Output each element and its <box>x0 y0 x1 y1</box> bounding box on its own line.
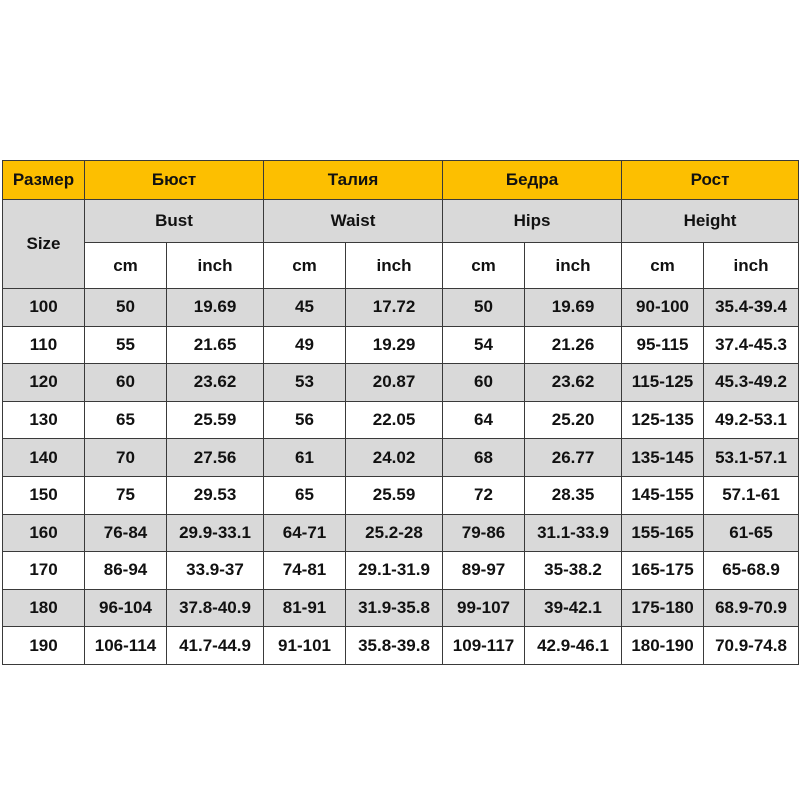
cell-height-inch: 70.9-74.8 <box>704 627 799 665</box>
cell-size: 120 <box>3 364 85 402</box>
unit-waist-cm: cm <box>264 243 346 289</box>
cell-waist-cm: 49 <box>264 326 346 364</box>
cell-hips-inch: 26.77 <box>525 439 622 477</box>
cell-height-cm: 95-115 <box>622 326 704 364</box>
cell-waist-inch: 31.9-35.8 <box>346 589 443 627</box>
cell-bust-cm: 96-104 <box>85 589 167 627</box>
cell-bust-cm: 60 <box>85 364 167 402</box>
cell-waist-cm: 45 <box>264 289 346 327</box>
cell-hips-inch: 25.20 <box>525 401 622 439</box>
header-waist-en: Waist <box>264 200 443 243</box>
cell-hips-cm: 60 <box>443 364 525 402</box>
cell-bust-inch: 29.9-33.1 <box>167 514 264 552</box>
cell-bust-inch: 27.56 <box>167 439 264 477</box>
cell-height-inch: 68.9-70.9 <box>704 589 799 627</box>
cell-hips-inch: 35-38.2 <box>525 552 622 590</box>
cell-waist-cm: 64-71 <box>264 514 346 552</box>
cell-waist-cm: 91-101 <box>264 627 346 665</box>
cell-height-cm: 90-100 <box>622 289 704 327</box>
cell-height-inch: 35.4-39.4 <box>704 289 799 327</box>
cell-hips-inch: 31.1-33.9 <box>525 514 622 552</box>
cell-size: 170 <box>3 552 85 590</box>
header-row-english <box>3 200 799 243</box>
cell-bust-cm: 70 <box>85 439 167 477</box>
cell-size: 100 <box>3 289 85 327</box>
cell-height-cm: 165-175 <box>622 552 704 590</box>
cell-bust-cm: 86-94 <box>85 552 167 590</box>
cell-waist-cm: 56 <box>264 401 346 439</box>
table-row <box>3 289 799 327</box>
cell-hips-inch: 42.9-46.1 <box>525 627 622 665</box>
header-bust-en: Bust <box>85 200 264 243</box>
cell-waist-inch: 22.05 <box>346 401 443 439</box>
cell-height-cm: 125-135 <box>622 401 704 439</box>
cell-size: 140 <box>3 439 85 477</box>
cell-height-inch: 53.1-57.1 <box>704 439 799 477</box>
cell-hips-cm: 99-107 <box>443 589 525 627</box>
cell-bust-inch: 29.53 <box>167 476 264 514</box>
cell-bust-inch: 37.8-40.9 <box>167 589 264 627</box>
cell-bust-cm: 65 <box>85 401 167 439</box>
cell-hips-inch: 21.26 <box>525 326 622 364</box>
cell-bust-inch: 21.65 <box>167 326 264 364</box>
cell-waist-cm: 65 <box>264 476 346 514</box>
unit-waist-inch: inch <box>346 243 443 289</box>
cell-waist-cm: 74-81 <box>264 552 346 590</box>
cell-hips-inch: 39-42.1 <box>525 589 622 627</box>
cell-bust-cm: 106-114 <box>85 627 167 665</box>
table-row <box>3 627 799 665</box>
cell-height-cm: 145-155 <box>622 476 704 514</box>
cell-bust-cm: 50 <box>85 289 167 327</box>
cell-waist-inch: 17.72 <box>346 289 443 327</box>
header-size-en: Size <box>3 200 85 289</box>
cell-waist-cm: 81-91 <box>264 589 346 627</box>
unit-hips-inch: inch <box>525 243 622 289</box>
cell-hips-cm: 54 <box>443 326 525 364</box>
cell-size: 110 <box>3 326 85 364</box>
cell-height-inch: 37.4-45.3 <box>704 326 799 364</box>
cell-size: 160 <box>3 514 85 552</box>
cell-bust-inch: 25.59 <box>167 401 264 439</box>
cell-hips-cm: 79-86 <box>443 514 525 552</box>
cell-size: 150 <box>3 476 85 514</box>
cell-bust-cm: 55 <box>85 326 167 364</box>
header-row-russian <box>3 161 799 200</box>
cell-hips-cm: 89-97 <box>443 552 525 590</box>
unit-hips-cm: cm <box>443 243 525 289</box>
cell-waist-inch: 25.59 <box>346 476 443 514</box>
unit-height-inch: inch <box>704 243 799 289</box>
cell-bust-cm: 76-84 <box>85 514 167 552</box>
header-hips-ru: Бедра <box>443 161 622 200</box>
cell-height-cm: 175-180 <box>622 589 704 627</box>
cell-waist-inch: 29.1-31.9 <box>346 552 443 590</box>
cell-hips-cm: 68 <box>443 439 525 477</box>
cell-hips-cm: 50 <box>443 289 525 327</box>
header-hips-en: Hips <box>443 200 622 243</box>
cell-bust-inch: 33.9-37 <box>167 552 264 590</box>
cell-waist-inch: 35.8-39.8 <box>346 627 443 665</box>
cell-waist-cm: 53 <box>264 364 346 402</box>
size-chart-table <box>2 160 799 665</box>
header-height-en: Height <box>622 200 799 243</box>
unit-bust-cm: cm <box>85 243 167 289</box>
cell-waist-inch: 19.29 <box>346 326 443 364</box>
cell-size: 130 <box>3 401 85 439</box>
table-row <box>3 439 799 477</box>
cell-size: 190 <box>3 627 85 665</box>
cell-height-cm: 115-125 <box>622 364 704 402</box>
cell-bust-inch: 41.7-44.9 <box>167 627 264 665</box>
table-row <box>3 514 799 552</box>
unit-height-cm: cm <box>622 243 704 289</box>
cell-bust-inch: 19.69 <box>167 289 264 327</box>
cell-hips-inch: 28.35 <box>525 476 622 514</box>
header-height-ru: Рост <box>622 161 799 200</box>
cell-hips-inch: 23.62 <box>525 364 622 402</box>
cell-waist-inch: 25.2-28 <box>346 514 443 552</box>
cell-height-inch: 49.2-53.1 <box>704 401 799 439</box>
cell-height-cm: 180-190 <box>622 627 704 665</box>
cell-waist-inch: 24.02 <box>346 439 443 477</box>
cell-height-inch: 65-68.9 <box>704 552 799 590</box>
cell-height-cm: 155-165 <box>622 514 704 552</box>
header-size-ru: Размер <box>3 161 85 200</box>
table-row <box>3 364 799 402</box>
cell-bust-cm: 75 <box>85 476 167 514</box>
cell-hips-cm: 64 <box>443 401 525 439</box>
table-row <box>3 552 799 590</box>
cell-hips-cm: 72 <box>443 476 525 514</box>
cell-bust-inch: 23.62 <box>167 364 264 402</box>
cell-height-cm: 135-145 <box>622 439 704 477</box>
table-row <box>3 401 799 439</box>
cell-waist-cm: 61 <box>264 439 346 477</box>
header-waist-ru: Талия <box>264 161 443 200</box>
cell-height-inch: 57.1-61 <box>704 476 799 514</box>
cell-hips-inch: 19.69 <box>525 289 622 327</box>
header-bust-ru: Бюст <box>85 161 264 200</box>
cell-hips-cm: 109-117 <box>443 627 525 665</box>
table-row <box>3 326 799 364</box>
unit-bust-inch: inch <box>167 243 264 289</box>
cell-waist-inch: 20.87 <box>346 364 443 402</box>
cell-height-inch: 61-65 <box>704 514 799 552</box>
header-row-units <box>3 243 799 289</box>
table-row <box>3 476 799 514</box>
table-row <box>3 589 799 627</box>
cell-size: 180 <box>3 589 85 627</box>
cell-height-inch: 45.3-49.2 <box>704 364 799 402</box>
